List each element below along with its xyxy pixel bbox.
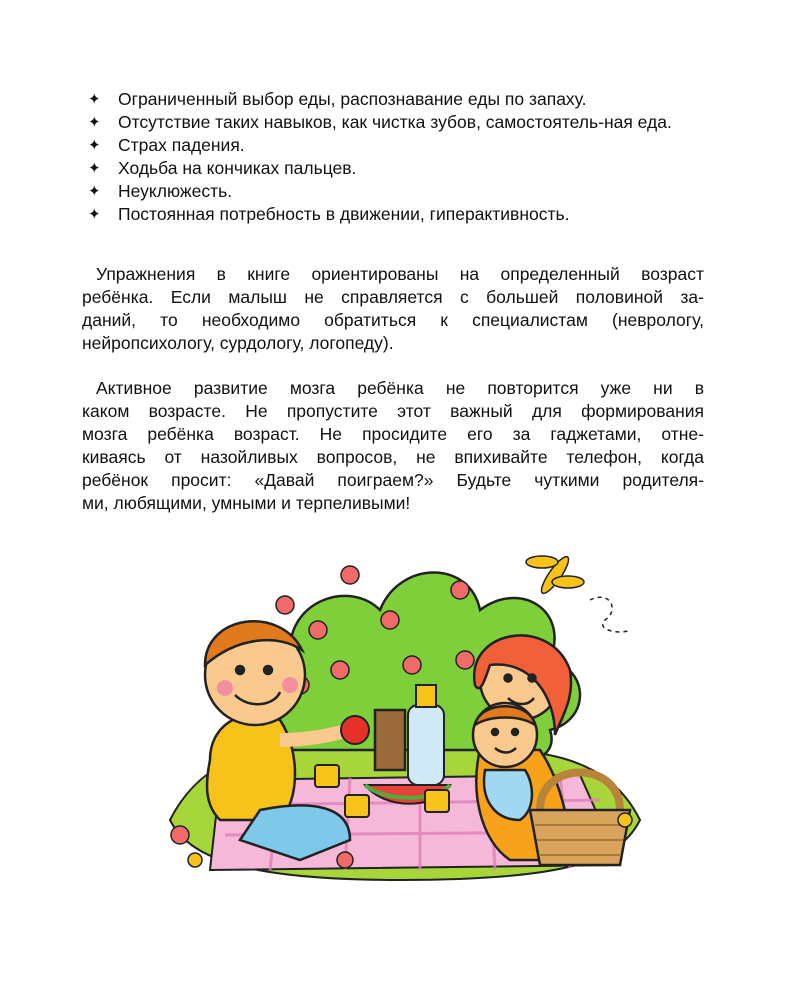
paragraph-line: киваясь от назойливых вопросов, не впихивайте телефон, когда xyxy=(82,447,704,467)
list-item: ✦ Страх падения. xyxy=(88,135,245,155)
list-item: ✦ Постоянная потребность в движении, гиперактивность. xyxy=(88,204,570,224)
paragraph-line: мозга ребёнка возраст. Не просидите его за гаджетами, отне- xyxy=(82,424,704,444)
paragraph-line: Упражнения в книге ориентированы на определенный возраст xyxy=(96,264,704,284)
bullet-star-icon: ✦ xyxy=(88,137,101,154)
paragraph-line: ребёнка. Если малыш не справляется с большей половиной за- xyxy=(82,287,704,307)
bullet-star-icon: ✦ xyxy=(88,114,101,131)
paragraph-line: ми, любящими, умными и терпеливыми! xyxy=(82,493,411,513)
apple xyxy=(341,716,369,744)
list-item: ✦ Ограниченный выбор еды, распознавание еды по запаху. xyxy=(88,89,587,109)
paragraph-line: ребёнок просит: «Давай поиграем?» Будьте чуткими родителя- xyxy=(82,470,704,490)
paragraph-line: нейропсихологу, сурдологу, логопеду). xyxy=(82,333,394,353)
list-item: ✦ Отсутствие таких навыков, как чистка зубов, самостоятель-ная еда. xyxy=(88,112,672,132)
bullet-star-icon: ✦ xyxy=(88,160,101,177)
family-picnic-illustration xyxy=(150,520,650,900)
list-item: ✦ Неуклюжесть. xyxy=(88,181,233,201)
paragraph-line: даний, то необходимо обратиться к специалистам (неврологу, xyxy=(82,310,704,330)
bullet-star-icon: ✦ xyxy=(88,206,101,223)
list-item: ✦ Ходьба на кончиках пальцев. xyxy=(88,158,357,178)
paragraph-brain-development xyxy=(82,377,704,515)
paragraph-line: каком возрасте. Не пропустите этот важный для формирования xyxy=(82,401,704,421)
bullet-star-icon: ✦ xyxy=(88,91,101,108)
bullet-star-icon: ✦ xyxy=(88,183,101,200)
paragraph-line: Активное развитие мозга ребёнка не повторится уже ни в xyxy=(96,378,704,398)
symptom-list xyxy=(86,88,706,226)
paragraph-exercises xyxy=(82,263,704,355)
